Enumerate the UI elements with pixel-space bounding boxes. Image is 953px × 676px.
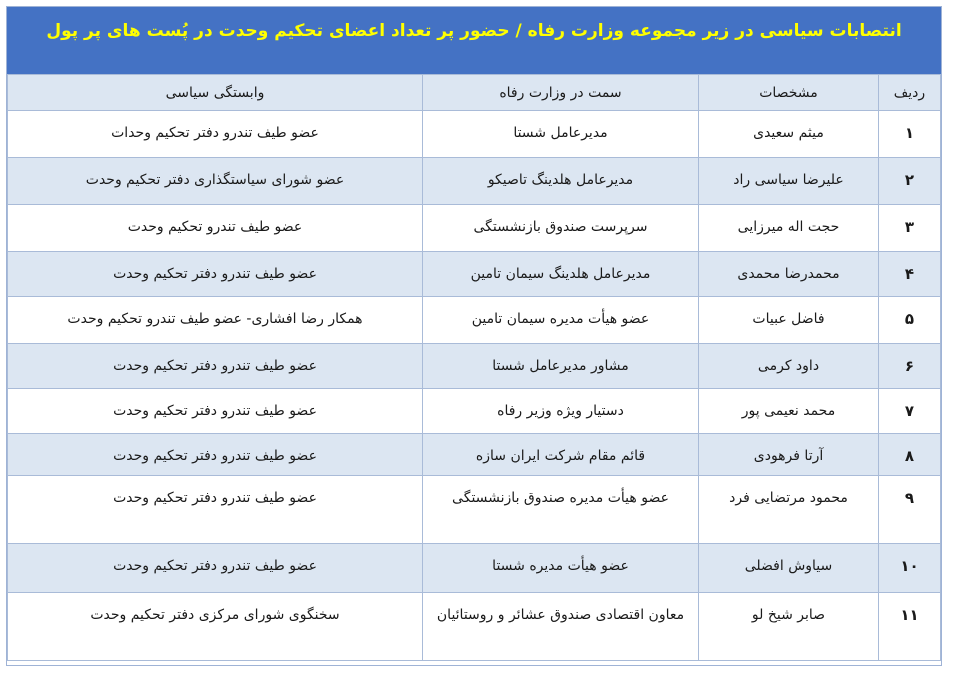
row-position: عضو هیأت مدیره شستا bbox=[423, 544, 699, 593]
row-name: محمود مرتضایی فرد bbox=[699, 476, 879, 544]
page-title: انتصابات سیاسی در زیر مجموعه وزارت رفاه / حضور پر تعداد اعضای تحکیم وحدت در پُست های پر پول bbox=[46, 21, 902, 41]
table-row bbox=[8, 544, 941, 593]
row-affiliation: عضو طیف تندرو دفتر تحکیم وحدت bbox=[8, 434, 423, 476]
row-num: ۴ bbox=[879, 252, 941, 297]
row-name: داود کرمی bbox=[699, 344, 879, 389]
row-name: محمدرضا محمدی bbox=[699, 252, 879, 297]
table-row bbox=[8, 389, 941, 434]
row-num: ۶ bbox=[879, 344, 941, 389]
row-affiliation: عضو طیف تندرو دفتر تحکیم وحدت bbox=[8, 252, 423, 297]
row-name: محمد نعیمی پور bbox=[699, 389, 879, 434]
row-position: مشاور مدیرعامل شستا bbox=[423, 344, 699, 389]
row-name: آرتا فرهودی bbox=[699, 434, 879, 476]
row-num: ۷ bbox=[879, 389, 941, 434]
row-affiliation: همکار رضا افشاری- عضو طیف تندرو تحکیم وحدت bbox=[8, 297, 423, 344]
row-affiliation: عضو شورای سیاستگذاری دفتر تحکیم وحدت bbox=[8, 158, 423, 205]
row-num: ۱۰ bbox=[879, 544, 941, 593]
table-row bbox=[8, 434, 941, 476]
table-row bbox=[8, 593, 941, 661]
header-position: سمت در وزارت رفاه bbox=[423, 75, 699, 111]
row-position: مدیرعامل هلدینگ سیمان تامین bbox=[423, 252, 699, 297]
document-frame bbox=[6, 6, 942, 666]
row-name: سیاوش افضلی bbox=[699, 544, 879, 593]
row-name: فاضل عبیات bbox=[699, 297, 879, 344]
row-position: عضو هیأت مدیره سیمان تامین bbox=[423, 297, 699, 344]
header-affiliation: وابستگی سیاسی bbox=[8, 75, 423, 111]
row-position: معاون اقتصادی صندوق عشائر و روستائیان bbox=[423, 593, 699, 661]
row-position: مدیرعامل هلدینگ تاصیکو bbox=[423, 158, 699, 205]
row-name: صابر شیخ لو bbox=[699, 593, 879, 661]
row-name: حجت اله میرزایی bbox=[699, 205, 879, 252]
header-name: مشخصات bbox=[699, 75, 879, 111]
row-affiliation: عضو طیف تندرو دفتر تحکیم وحدات bbox=[8, 111, 423, 158]
row-num: ۱۱ bbox=[879, 593, 941, 661]
table-row bbox=[8, 205, 941, 252]
row-num: ۱ bbox=[879, 111, 941, 158]
table-row bbox=[8, 344, 941, 389]
row-position: قائم مقام شرکت ایران سازه bbox=[423, 434, 699, 476]
row-affiliation: عضو طیف تندرو تحکیم وحدت bbox=[8, 205, 423, 252]
row-position: مدیرعامل شستا bbox=[423, 111, 699, 158]
row-position: دستیار ویژه وزیر رفاه bbox=[423, 389, 699, 434]
table-row bbox=[8, 252, 941, 297]
table-row bbox=[8, 158, 941, 205]
row-affiliation: سخنگوی شورای مرکزی دفتر تحکیم وحدت bbox=[8, 593, 423, 661]
row-num: ۹ bbox=[879, 476, 941, 544]
row-position: سرپرست صندوق بازنشستگی bbox=[423, 205, 699, 252]
title-bar bbox=[7, 7, 941, 74]
table-header-row bbox=[8, 75, 941, 111]
row-name: میثم سعیدی bbox=[699, 111, 879, 158]
header-num: ردیف bbox=[879, 75, 941, 111]
row-num: ۵ bbox=[879, 297, 941, 344]
table-row bbox=[8, 111, 941, 158]
appointments-table bbox=[7, 74, 941, 661]
row-affiliation: عضو طیف تندرو دفتر تحکیم وحدت bbox=[8, 476, 423, 544]
row-position: عضو هیأت مدیره صندوق بازنشستگی bbox=[423, 476, 699, 544]
row-affiliation: عضو طیف تندرو دفتر تحکیم وحدت bbox=[8, 344, 423, 389]
row-num: ۸ bbox=[879, 434, 941, 476]
row-name: علیرضا سیاسی راد bbox=[699, 158, 879, 205]
table-row bbox=[8, 476, 941, 544]
row-affiliation: عضو طیف تندرو دفتر تحکیم وحدت bbox=[8, 544, 423, 593]
table-row bbox=[8, 297, 941, 344]
row-num: ۳ bbox=[879, 205, 941, 252]
row-affiliation: عضو طیف تندرو دفتر تحکیم وحدت bbox=[8, 389, 423, 434]
row-num: ۲ bbox=[879, 158, 941, 205]
